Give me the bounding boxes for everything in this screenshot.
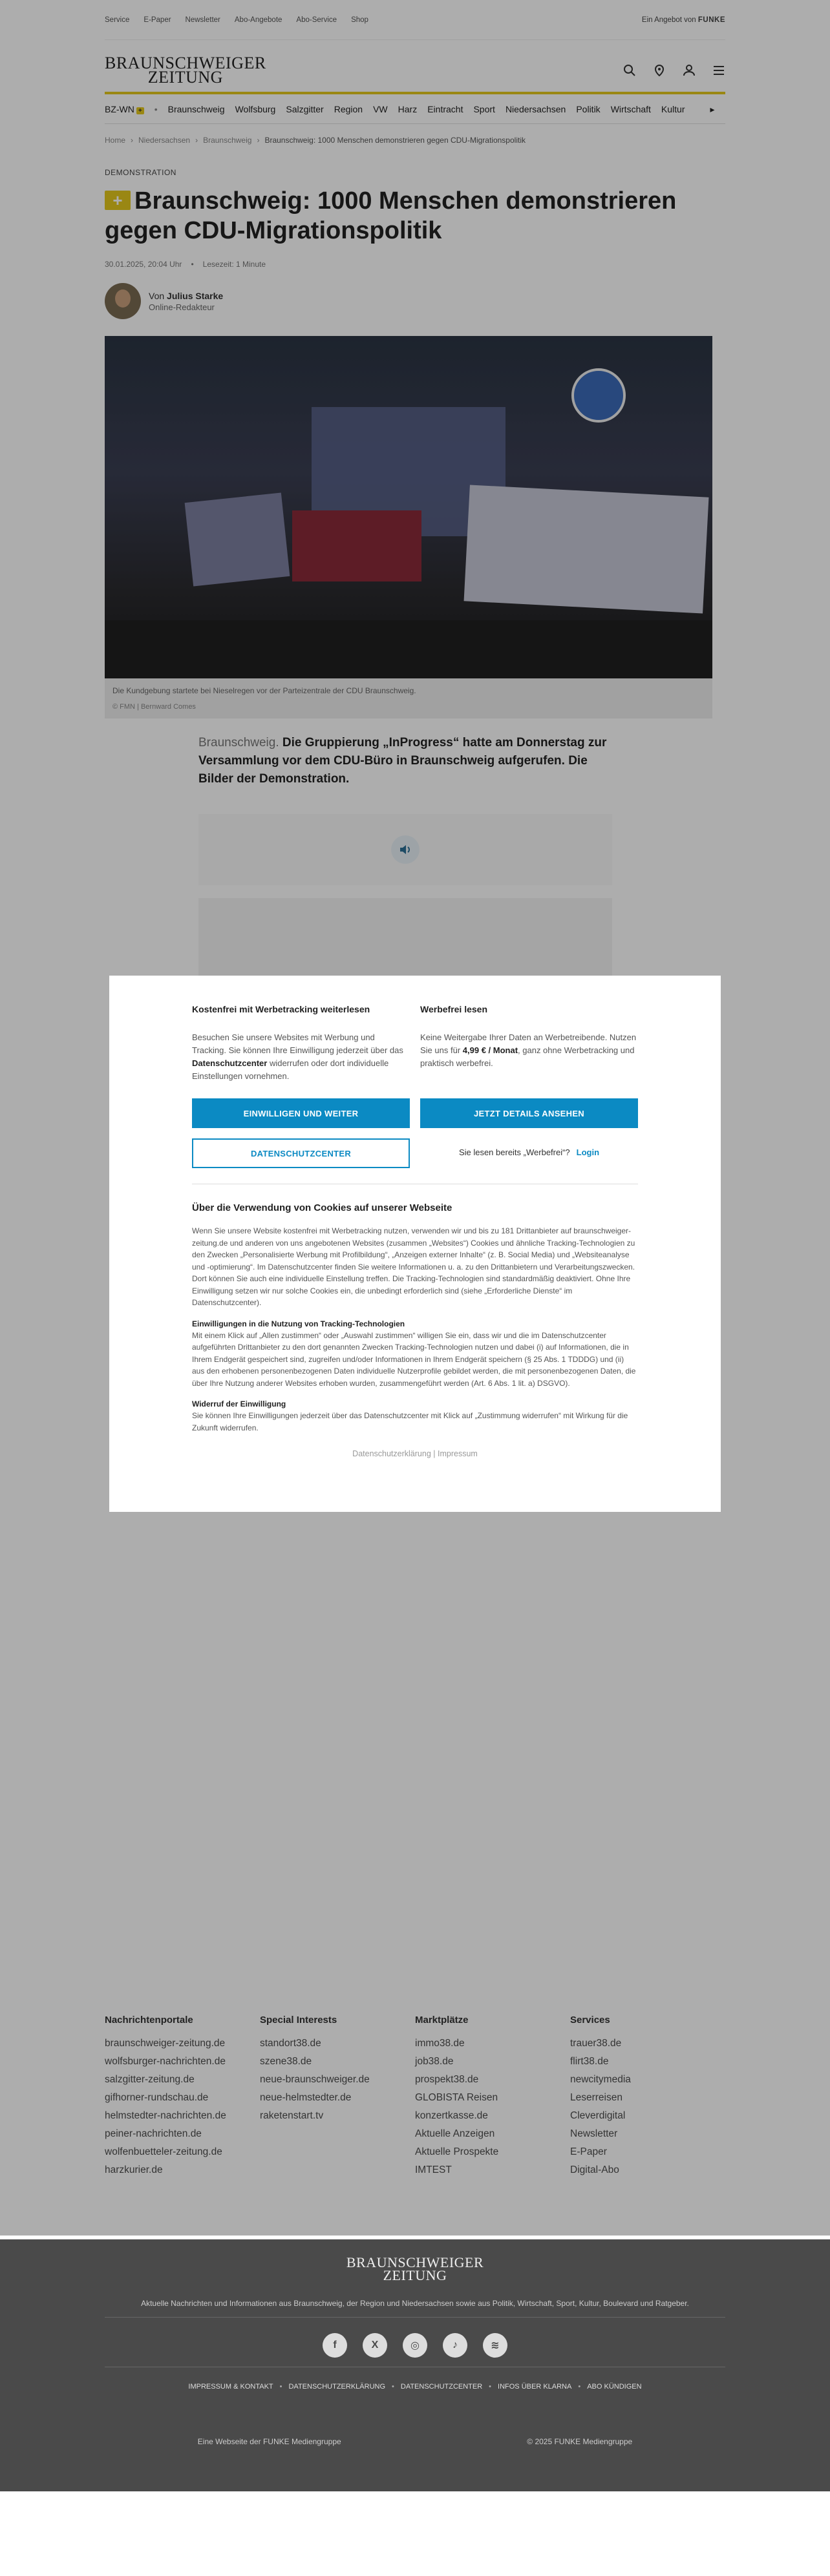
footer-link[interactable]: prospekt38.de	[415, 2074, 479, 2085]
reading-time: Lesezeit: 1 Minute	[202, 260, 266, 269]
footer-logo-line-1: BRAUNSCHWEIGER	[346, 2254, 484, 2270]
footer-link[interactable]: E-Paper	[570, 2146, 607, 2157]
nav-item[interactable]: Braunschweig	[167, 103, 225, 114]
klarna-link[interactable]: INFOS ÜBER KLARNA	[498, 2383, 572, 2391]
image-caption: Die Kundgebung startete bei Nieselregen vor der Parteizentrale der CDU Braunschweig.	[105, 678, 712, 703]
nav-item[interactable]: Region	[334, 103, 363, 114]
x-icon[interactable]: X	[363, 2333, 387, 2358]
footer-owner: Eine Webseite der FUNKE Mediengruppe	[197, 2437, 341, 2446]
nav-item[interactable]: Sport	[473, 103, 495, 114]
already-subscribed	[420, 1147, 638, 1157]
footer-link[interactable]: harzkurier.de	[105, 2164, 163, 2175]
plus-icon: +	[105, 191, 131, 210]
footer-link[interactable]: raketenstart.tv	[260, 2110, 324, 2121]
footer-logo-line-2: ZEITUNG	[383, 2267, 447, 2283]
footer-link[interactable]: neue-braunschweiger.de	[260, 2074, 370, 2085]
modal-footer	[192, 1449, 638, 1458]
consent-text: Mit einem Klick auf „Allen zustimmen“ oder „Auswahl zustimmen“ willigen Sie ein, dass wir und die im Datenschutzcenter aufgeführten Drittanbieter zu den dort genannten Zwecken Tracking-Technologien nutzen und dabei (i) auf Informationen, die in Ihrem Endgerät gespeichert sind, zugreifen und/oder Informationen in Ihrem Endgerät speichern (§ 25 Abs. 1 TDDDG) und (ii) aus den erhobenen personenbezogenen Daten individuelle Nutzerprofile gebildet werden, die mit personenbezogenen Daten, die über Ihre Nutzung anderer Websites erhoben wurden, zusammengeführt werden (Art. 6 Abs. 1 lit. a) DSGVO).	[192, 1330, 636, 1388]
footer-column	[260, 2015, 415, 2179]
footer-column-title: Nachrichtenportale	[105, 2015, 193, 2026]
lead-city: Braunschweig.	[198, 736, 279, 749]
footer-link[interactable]: wolfenbuetteler-zeitung.de	[105, 2146, 222, 2157]
footer-link[interactable]: Digital-Abo	[570, 2164, 619, 2175]
nav-item[interactable]: Salzgitter	[286, 103, 324, 114]
footer-link[interactable]: salzgitter-zeitung.de	[105, 2074, 195, 2085]
footer-column-title: Marktplätze	[415, 2015, 469, 2026]
funke-brand: FUNKE	[697, 16, 725, 24]
footer-link[interactable]: wolfsburger-nachrichten.de	[105, 2056, 226, 2067]
footer-link[interactable]: peiner-nachrichten.de	[105, 2128, 202, 2139]
breadcrumb-braunschweig[interactable]: Braunschweig	[203, 136, 252, 145]
nav-item[interactable]: Niedersachsen	[505, 103, 566, 114]
article-meta: 30.01.2025, 20:04 Uhr • Lesezeit: 1 Minute	[105, 260, 266, 269]
privacy-center-link[interactable]: DATENSCHUTZCENTER	[400, 2383, 483, 2391]
footer-column	[570, 2015, 725, 2179]
footer-link[interactable]: IMTEST	[415, 2164, 452, 2175]
author-name-text: Julius Starke	[167, 290, 224, 301]
legal-links: IMPRESSUM & KONTAKT • DATENSCHUTZERKLÄRUNG • DATENSCHUTZCENTER • INFOS ÜBER KLARNA • ABO KÜNDIGEN	[188, 2383, 642, 2391]
breadcrumb-home[interactable]: Home	[105, 136, 126, 145]
nav-item[interactable]: Politik	[576, 103, 601, 114]
footer-link[interactable]: flirt38.de	[570, 2056, 609, 2067]
revoke-subtitle: Widerruf der Einwilligung	[192, 1399, 286, 1408]
tracking-text-bold: Datenschutzcenter	[192, 1058, 268, 1068]
cookies-text: Wenn Sie unsere Website kostenfrei mit Werbetracking nutzen, verwenden wir und bis zu 181 Drittanbieter auf braunschweiger-zeitung.de und anderen von uns angebotenen Websites (zusammen „Websites“) Cookies und ähnliche Tracking-Technologien zu den Zwecken „Personalisierte Werbung mit Profilbildung“, „Anzeigen externer Inhalte“ (z. B. Social Media) und „Websiteanalyse und -optimierung“. Im Datenschutzcenter finden Sie weitere Informationen u. a. zu den Drittanbietern und Verarbeitungszwecken. Dort können Sie auch eine individuelle Einstellung treffen. Die Tracking-Technologien sind standardmäßig deaktiviert. Ohne Ihre Einwilligung setzen wir nur solche Cookies ein, die unbedingt erforderlich sind (siehe „Erforderliche Dienste“ im Datenschutzcenter).	[192, 1226, 635, 1307]
tracking-text	[192, 1031, 410, 1088]
footer-link[interactable]: Leserreisen	[570, 2092, 622, 2103]
funke-prefix: Ein Angebot von	[641, 16, 696, 24]
facebook-icon[interactable]: f	[323, 2333, 347, 2358]
tracking-text-2: widerrufen oder dort individuelle Einstellungen vornehmen.	[192, 1058, 389, 1081]
imprint-contact-link[interactable]: IMPRESSUM & KONTAKT	[188, 2383, 273, 2391]
imprint-link[interactable]: Impressum	[438, 1449, 478, 1458]
adfree-text-2: , ganz ohne Werbetracking und praktisch werbefrei.	[420, 1045, 635, 1068]
newsletter-link[interactable]: Newsletter	[185, 16, 220, 24]
article-kicker: DEMONSTRATION	[105, 168, 176, 177]
footer-bottom	[105, 2437, 725, 2446]
breadcrumb-current: Braunschweig: 1000 Menschen demonstrieren gegen CDU-Migrationspolitik	[264, 136, 526, 145]
footer-link[interactable]: Newsletter	[570, 2128, 618, 2139]
footer-link[interactable]: Cleverdigital	[570, 2110, 626, 2121]
nav-item[interactable]: Harz	[398, 103, 418, 114]
adfree-text	[420, 1031, 638, 1088]
tracking-option	[192, 1004, 410, 1168]
footer-link[interactable]: immo38.de	[415, 2038, 465, 2049]
revoke-text: Sie können Ihre Einwilligungen jederzeit über das Datenschutzcenter mit Klick auf „Zustimmung widerrufen“ mit Wirkung für die Zukunft widerrufen.	[192, 1411, 628, 1432]
tiktok-icon[interactable]: ♪	[443, 2333, 467, 2358]
service-link[interactable]: Service	[105, 16, 130, 24]
footer-link[interactable]: standort38.de	[260, 2038, 321, 2049]
breadcrumb-niedersachsen[interactable]: Niedersachsen	[138, 136, 191, 145]
adfree-option	[420, 1004, 638, 1168]
footer-link[interactable]: gifhorner-rundschau.de	[105, 2092, 209, 2103]
footer-links	[0, 2015, 830, 2179]
adfree-text-1: Keine Weitergabe Ihrer Daten an Werbetreibende. Nutzen Sie uns für	[420, 1032, 637, 1055]
site-footer	[0, 2239, 830, 2491]
article-title-text: Braunschweig: 1000 Menschen demonstrieren gegen CDU-Migrationspolitik	[105, 187, 677, 244]
logo-line-1: BRAUNSCHWEIGER	[105, 54, 266, 72]
footer-column-title: Special Interests	[260, 2015, 337, 2026]
article-date: 30.01.2025, 20:04 Uhr	[105, 260, 182, 269]
nav-item[interactable]: Wirtschaft	[610, 103, 651, 114]
shop-link[interactable]: Shop	[351, 16, 368, 24]
footer-link[interactable]: braunschweiger-zeitung.de	[105, 2038, 226, 2049]
epaper-link[interactable]: E-Paper	[144, 16, 171, 24]
footer-divider	[105, 2317, 725, 2318]
breadcrumb: Home › Niedersachsen › Braunschweig › Braunschweig: 1000 Menschen demonstrieren gegen CDU-Migrationspolitik	[105, 136, 526, 145]
nav-bzwn-label: BZ-WN	[105, 103, 134, 114]
abo-service-link[interactable]: Abo-Service	[296, 16, 337, 24]
copyright: © 2025 FUNKE Mediengruppe	[527, 2437, 633, 2446]
login-link[interactable]: Login	[576, 1147, 600, 1157]
privacy-link[interactable]: DATENSCHUTZERKLÄRUNG	[288, 2383, 386, 2391]
image-credit: © FMN | Bernward Comes	[105, 703, 712, 718]
footer-column	[105, 2015, 260, 2179]
footer-link[interactable]: newcitymedia	[570, 2074, 631, 2085]
adfree-title: Werbefrei lesen	[420, 1004, 488, 1014]
footer-description: Aktuelle Nachrichten und Informationen aus Braunschweig, der Region und Niedersachsen sowie aus Politik, Wirtschaft, Sport, Kultur, Boulevard und Ratgeber.	[141, 2299, 689, 2308]
nav-item[interactable]: Kultur	[661, 103, 685, 114]
cancel-subscription-link[interactable]: ABO KÜNDIGEN	[587, 2383, 642, 2391]
nav-item[interactable]: Wolfsburg	[235, 103, 276, 114]
privacy-policy-link[interactable]: Datenschutzerklärung	[352, 1449, 431, 1458]
cookies-title: Über die Verwendung von Cookies auf unserer Webseite	[192, 1202, 452, 1213]
footer-link[interactable]: konzertkasse.de	[415, 2110, 488, 2121]
footer-link[interactable]: neue-helmstedter.de	[260, 2092, 352, 2103]
nav-item[interactable]: VW	[373, 103, 388, 114]
tracking-text-1: Besuchen Sie unsere Websites mit Werbung und Tracking. Sie können Ihre Einwilligung jederzeit über das	[192, 1032, 403, 1055]
footer-separator: |	[433, 1449, 436, 1458]
footer-link[interactable]: helmstedter-nachrichten.de	[105, 2110, 226, 2121]
logo-line-2: ZEITUNG	[147, 68, 223, 87]
author-prefix: Von	[149, 290, 165, 301]
rss-icon[interactable]: ≋	[483, 2333, 507, 2358]
consent-modal	[109, 976, 721, 1512]
privacy-center-button[interactable]: DATENSCHUTZCENTER	[192, 1138, 410, 1168]
footer-link[interactable]: GLOBISTA Reisen	[415, 2092, 498, 2103]
chevron-right-icon[interactable]: ▸	[699, 94, 725, 124]
author-role: Online-Redakteur	[149, 302, 215, 312]
nav-dot: •	[154, 103, 158, 114]
nav-item[interactable]: Eintracht	[427, 103, 463, 114]
footer-link[interactable]: Aktuelle Anzeigen	[415, 2128, 495, 2139]
footer-link[interactable]: job38.de	[415, 2056, 454, 2067]
footer-link[interactable]: trauer38.de	[570, 2038, 622, 2049]
details-button[interactable]: JETZT DETAILS ANSEHEN	[420, 1098, 638, 1128]
footer-link[interactable]: szene38.de	[260, 2056, 312, 2067]
lead-text: Die Gruppierung „InProgress“ hatte am Donnerstag zur Versammlung vor dem CDU-Büro in Braunschweig aufgerufen. Die Bilder der Demonstration.	[198, 736, 607, 786]
footer-column	[415, 2015, 570, 2179]
consent-subtitle: Einwilligungen in die Nutzung von Tracking-Technologien	[192, 1319, 405, 1328]
accept-button[interactable]: EINWILLIGEN UND WEITER	[192, 1098, 410, 1128]
social-links	[0, 2333, 830, 2358]
footer-logo[interactable]	[0, 2256, 830, 2282]
abo-angebote-link[interactable]: Abo-Angebote	[234, 16, 282, 24]
already-text: Sie lesen bereits „Werbefrei“?	[458, 1147, 570, 1157]
instagram-icon[interactable]: ◎	[403, 2333, 427, 2358]
footer-link[interactable]: Aktuelle Prospekte	[415, 2146, 499, 2157]
adfree-price: 4,99 € / Monat	[462, 1045, 518, 1055]
plus-badge: +	[136, 107, 144, 114]
tracking-title: Kostenfrei mit Werbetracking weiterlesen	[192, 1004, 370, 1014]
footer-column-title: Services	[570, 2015, 610, 2026]
